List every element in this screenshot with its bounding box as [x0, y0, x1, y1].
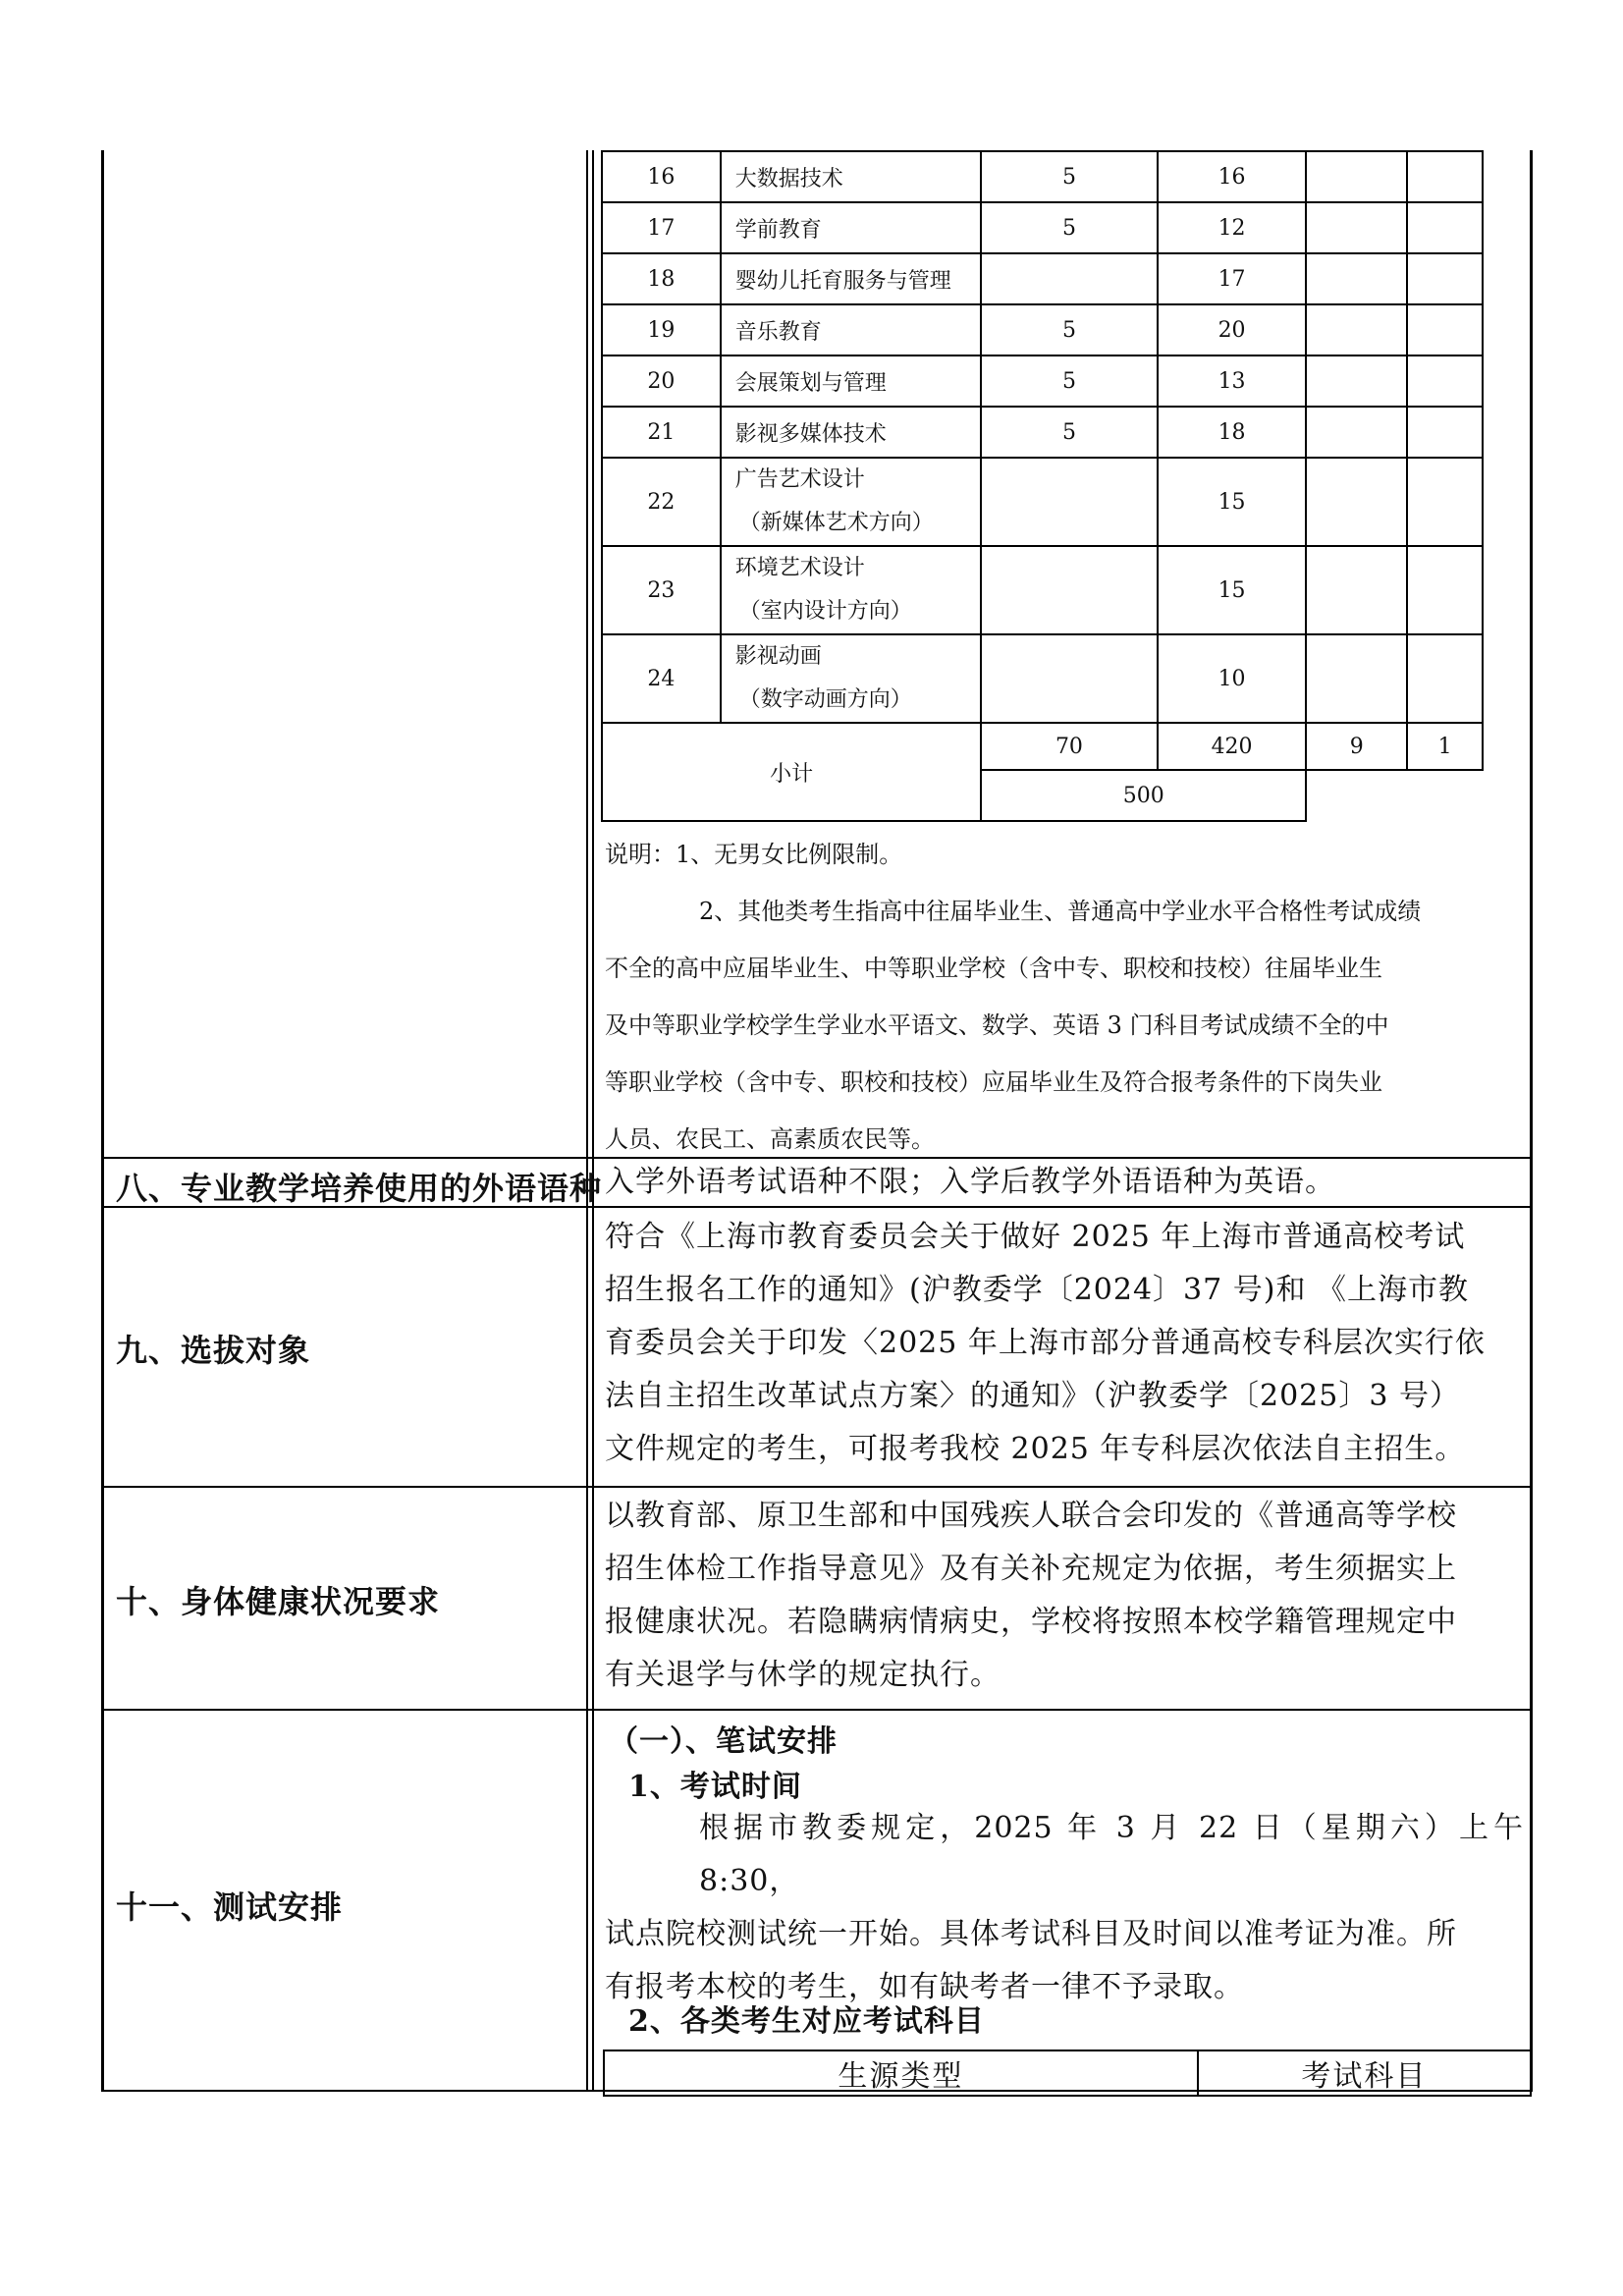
quota-col-a — [981, 458, 1158, 546]
major-name-direction: （新媒体艺术方向） — [738, 511, 934, 535]
column-divider — [586, 150, 588, 2092]
quota-col-d — [1407, 407, 1483, 458]
major-name — [721, 458, 981, 546]
quota-col-a: 5 — [981, 355, 1158, 407]
major-row — [602, 202, 1483, 253]
quota-col-b: 15 — [1158, 458, 1307, 546]
quota-col-c — [1306, 458, 1407, 546]
section-11-text — [605, 1802, 1524, 2014]
subtotal-d: 1 — [1407, 723, 1483, 770]
major-number: 23 — [602, 546, 721, 634]
major-row — [602, 304, 1483, 355]
exam-header-subjects: 考试科目 — [1198, 2050, 1531, 2096]
quota-col-d — [1407, 355, 1483, 407]
major-name-direction: （室内设计方向） — [738, 599, 912, 624]
s10-line-1: 以教育部、原卫生部和中国残疾人联合会印发的《普通高等学校 — [605, 1499, 1457, 1533]
section-8-label: 八、专业教学培养使用的外语语种 — [116, 1170, 603, 1207]
section-10-text — [605, 1490, 1524, 1702]
s11-heading-exam-time: 1、考试时间 — [628, 1770, 802, 1804]
major-row — [602, 458, 1483, 546]
note-line-3: 不全的高中应届毕业生、中等职业学校（含中专、职校和技校）往届毕业生 — [605, 955, 1382, 982]
quota-col-a: 5 — [981, 304, 1158, 355]
row-divider-10 — [101, 1486, 1533, 1488]
major-number: 16 — [602, 151, 721, 202]
major-name: 大数据技术 — [721, 151, 981, 202]
subtotal-c: 9 — [1306, 723, 1407, 770]
quota-col-c — [1306, 407, 1407, 458]
quota-col-c — [1306, 634, 1407, 723]
major-name — [721, 634, 981, 723]
total-value: 500 — [981, 770, 1306, 821]
subtotal-label: 小计 — [602, 723, 981, 821]
subtotal-row — [602, 723, 1483, 770]
s11-line-1: 根据市教委规定，2025 年 3 月 22 日（星期六）上午 8:30， — [699, 1811, 1524, 1898]
major-row — [602, 634, 1483, 723]
row-divider-11 — [101, 1709, 1533, 1711]
section-8-text: 入学外语考试语种不限；入学后教学外语语种为英语。 — [605, 1165, 1335, 1199]
notes-block — [605, 826, 1524, 1168]
note-line-6: 人员、农民工、高素质农民等。 — [605, 1125, 935, 1153]
major-name: 学前教育 — [721, 202, 981, 253]
quota-col-b: 16 — [1158, 151, 1307, 202]
major-row — [602, 151, 1483, 202]
quota-col-d — [1407, 202, 1483, 253]
section-9-text — [605, 1211, 1524, 1476]
section-10-label: 十、身体健康状况要求 — [116, 1583, 441, 1620]
major-name-direction: （数字动画方向） — [738, 687, 912, 712]
s9-line-5: 文件规定的考生，可报考我校 2025 年专科层次依法自主招生。 — [605, 1432, 1466, 1466]
s10-line-3: 报健康状况。若隐瞒病情病史，学校将按照本校学籍管理规定中 — [605, 1605, 1457, 1639]
major-name-main: 广告艺术设计 — [734, 467, 865, 492]
major-name — [721, 546, 981, 634]
major-row — [602, 355, 1483, 407]
major-number: 22 — [602, 458, 721, 546]
quota-col-c — [1306, 253, 1407, 304]
major-name: 音乐教育 — [721, 304, 981, 355]
subtotal-b: 420 — [1158, 723, 1307, 770]
s10-line-4: 有关退学与休学的规定执行。 — [605, 1658, 1001, 1692]
quota-col-a: 5 — [981, 151, 1158, 202]
quota-col-a — [981, 546, 1158, 634]
quota-col-a: 5 — [981, 202, 1158, 253]
s11-line-3: 有报考本校的考生，如有缺考者一律不予录取。 — [605, 1970, 1244, 2004]
major-number: 20 — [602, 355, 721, 407]
quota-col-d — [1407, 151, 1483, 202]
quota-col-b: 20 — [1158, 304, 1307, 355]
empty-cell — [1306, 770, 1407, 821]
note-line-4: 及中等职业学校学生学业水平语文、数学、英语 3 门科目考试成绩不全的中 — [605, 1011, 1389, 1039]
quota-col-c — [1306, 151, 1407, 202]
quota-col-d — [1407, 253, 1483, 304]
quota-col-a — [981, 634, 1158, 723]
s11-heading-written-exam: （一）、笔试安排 — [609, 1724, 838, 1759]
quota-col-d — [1407, 546, 1483, 634]
quota-col-b: 10 — [1158, 634, 1307, 723]
exam-header-source-type: 生源类型 — [604, 2050, 1198, 2096]
quota-col-b: 13 — [1158, 355, 1307, 407]
quota-col-b: 15 — [1158, 546, 1307, 634]
s9-line-4: 法自主招生改革试点方案〉的通知》（沪教委学〔2025〕3 号） — [605, 1379, 1460, 1413]
quota-col-d — [1407, 458, 1483, 546]
note-line-2: 2、其他类考生指高中往届毕业生、普通高中学业水平合格性考试成绩 — [699, 898, 1422, 925]
s9-line-3: 育委员会关于印发〈2025 年上海市部分普通高校专科层次实行依 — [605, 1326, 1486, 1360]
s11-heading-exam-subjects: 2、各类考生对应考试科目 — [628, 2004, 985, 2039]
major-name-main: 影视动画 — [734, 644, 822, 669]
s10-line-2: 招生体检工作指导意见》及有关补充规定为依据，考生须据实上 — [605, 1552, 1457, 1586]
column-divider-inner — [592, 150, 594, 2092]
major-number: 19 — [602, 304, 721, 355]
major-name: 影视多媒体技术 — [721, 407, 981, 458]
major-row — [602, 253, 1483, 304]
quota-col-c — [1306, 202, 1407, 253]
majors-quota-table — [601, 150, 1484, 822]
major-row — [602, 407, 1483, 458]
quota-col-c — [1306, 304, 1407, 355]
exam-subjects-table — [603, 2050, 1532, 2097]
s9-line-2: 招生报名工作的通知》(沪教委学〔2024〕37 号)和 《上海市教 — [605, 1273, 1470, 1307]
major-number: 18 — [602, 253, 721, 304]
quota-col-d — [1407, 304, 1483, 355]
major-name: 会展策划与管理 — [721, 355, 981, 407]
section-11-label: 十一、测试安排 — [116, 1888, 344, 1926]
quota-col-a: 5 — [981, 407, 1158, 458]
quota-col-b: 17 — [1158, 253, 1307, 304]
major-number: 24 — [602, 634, 721, 723]
note-line-5: 等职业学校（含中专、职校和技校）应届毕业生及符合报考条件的下岗失业 — [605, 1068, 1382, 1096]
s9-line-1: 符合《上海市教育委员会关于做好 2025 年上海市普通高校考试 — [605, 1220, 1466, 1254]
subtotal-a: 70 — [981, 723, 1158, 770]
section-9-label: 九、选拔对象 — [116, 1332, 311, 1369]
quota-col-b: 18 — [1158, 407, 1307, 458]
major-number: 17 — [602, 202, 721, 253]
s11-line-2: 试点院校测试统一开始。具体考试科目及时间以准考证为准。所 — [605, 1917, 1457, 1951]
quota-col-d — [1407, 634, 1483, 723]
quota-col-c — [1306, 355, 1407, 407]
quota-col-c — [1306, 546, 1407, 634]
major-name: 婴幼儿托育服务与管理 — [721, 253, 981, 304]
quota-col-a — [981, 253, 1158, 304]
empty-cell — [1407, 770, 1483, 821]
quota-col-b: 12 — [1158, 202, 1307, 253]
major-row — [602, 546, 1483, 634]
note-line-1: 说明：1、无男女比例限制。 — [605, 841, 903, 868]
major-number: 21 — [602, 407, 721, 458]
major-name-main: 环境艺术设计 — [734, 556, 865, 580]
